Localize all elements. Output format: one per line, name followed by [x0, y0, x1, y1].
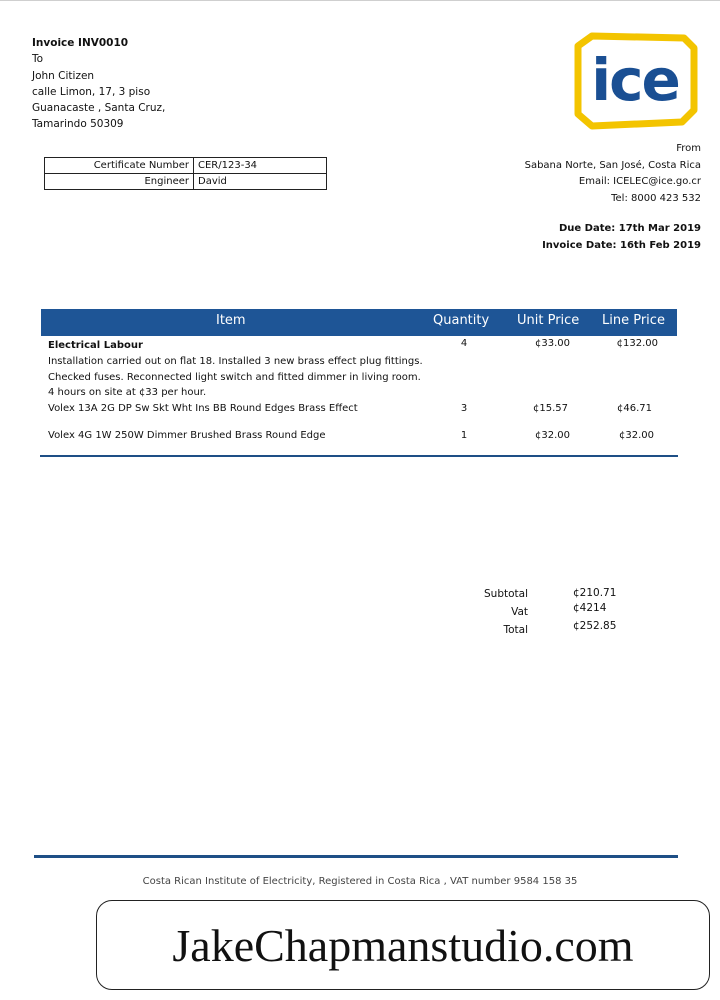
table-row — [48, 403, 358, 414]
item-title: Volex 4G 1W 250W Dimmer Brushed Brass Round Edge — [48, 430, 326, 441]
item-unit-price: ¢32.00 — [535, 430, 570, 441]
item-description: Installation carried out on flat 18. Installed 3 new brass effect plug fittings. Checked fuses. Reconnected light switch and fitted dimmer in living room. 4 hours on site at ¢33 per hour. — [48, 355, 423, 399]
customer-address-line1: calle Limon, 17, 3 piso — [32, 85, 151, 98]
logo-text: ice — [591, 46, 679, 114]
certificate-number-label: Certificate Number — [45, 158, 194, 174]
items-table-header — [41, 309, 677, 336]
item-quantity: 4 — [460, 338, 468, 349]
item-quantity: 1 — [460, 430, 468, 441]
due-date: Due Date: 17th Mar 2019 — [558, 223, 701, 234]
items-table-bottom-rule — [40, 455, 678, 457]
item-unit-price: ¢15.57 — [533, 403, 568, 414]
total-value: ¢252.85 — [573, 620, 617, 632]
customer-address-line3: Tamarindo 50309 — [32, 118, 124, 131]
engineer-label: Engineer — [45, 174, 194, 190]
from-tel: Tel: 8000 423 532 — [611, 192, 701, 204]
dates-block — [542, 221, 701, 254]
ice-logo — [572, 32, 698, 130]
footer-rule — [34, 855, 678, 858]
header-quantity: Quantity — [433, 313, 490, 328]
customer-name: John Citizen — [32, 69, 95, 82]
item-line-price: ¢46.71 — [617, 403, 652, 414]
item-unit-price: ¢33.00 — [535, 338, 570, 349]
from-block — [525, 141, 701, 207]
total-label: Total — [503, 624, 528, 636]
certificate-number-value: CER/123-34 — [194, 158, 327, 174]
vat-label: Vat — [511, 606, 528, 618]
footer-text: Costa Rican Institute of Electricity, Registered in Costa Rica , VAT number 9584 158 35 — [142, 876, 578, 887]
subtotal-value: ¢210.71 — [573, 587, 617, 599]
header-unit-price: Unit Price — [517, 313, 580, 328]
to-label: To — [32, 53, 44, 66]
subtotal-label: Subtotal — [484, 588, 528, 600]
header-item: Item — [216, 313, 246, 328]
table-row — [48, 338, 428, 401]
table-row — [48, 430, 326, 441]
item-quantity: 3 — [460, 403, 468, 414]
header-line-price: Line Price — [602, 313, 665, 328]
vat-value: ¢4214 — [573, 602, 607, 614]
watermark-text: JakeChapmanstudio.com — [172, 919, 634, 971]
from-label: From — [676, 143, 701, 154]
watermark-banner — [96, 900, 710, 990]
certificate-row — [45, 158, 327, 174]
from-email: Email: ICELEC@ice.go.cr — [578, 176, 701, 187]
item-title: Volex 13A 2G DP Sw Skt Wht Ins BB Round Edges Brass Effect — [48, 403, 358, 414]
item-title: Electrical Labour — [48, 340, 143, 351]
engineer-value: David — [194, 174, 327, 190]
certificate-table — [44, 157, 327, 190]
item-line-price: ¢132.00 — [616, 338, 658, 349]
item-line-price: ¢32.00 — [619, 430, 654, 441]
customer-address-line2: Guanacaste , Santa Cruz, — [32, 102, 166, 115]
invoice-number: Invoice INV0010 — [32, 37, 129, 49]
engineer-row — [45, 174, 327, 190]
page-top-border — [0, 0, 720, 1]
from-address: Sabana Norte, San José, Costa Rica — [524, 159, 701, 171]
bill-to-block — [32, 35, 165, 133]
invoice-date: Invoice Date: 16th Feb 2019 — [542, 239, 701, 251]
